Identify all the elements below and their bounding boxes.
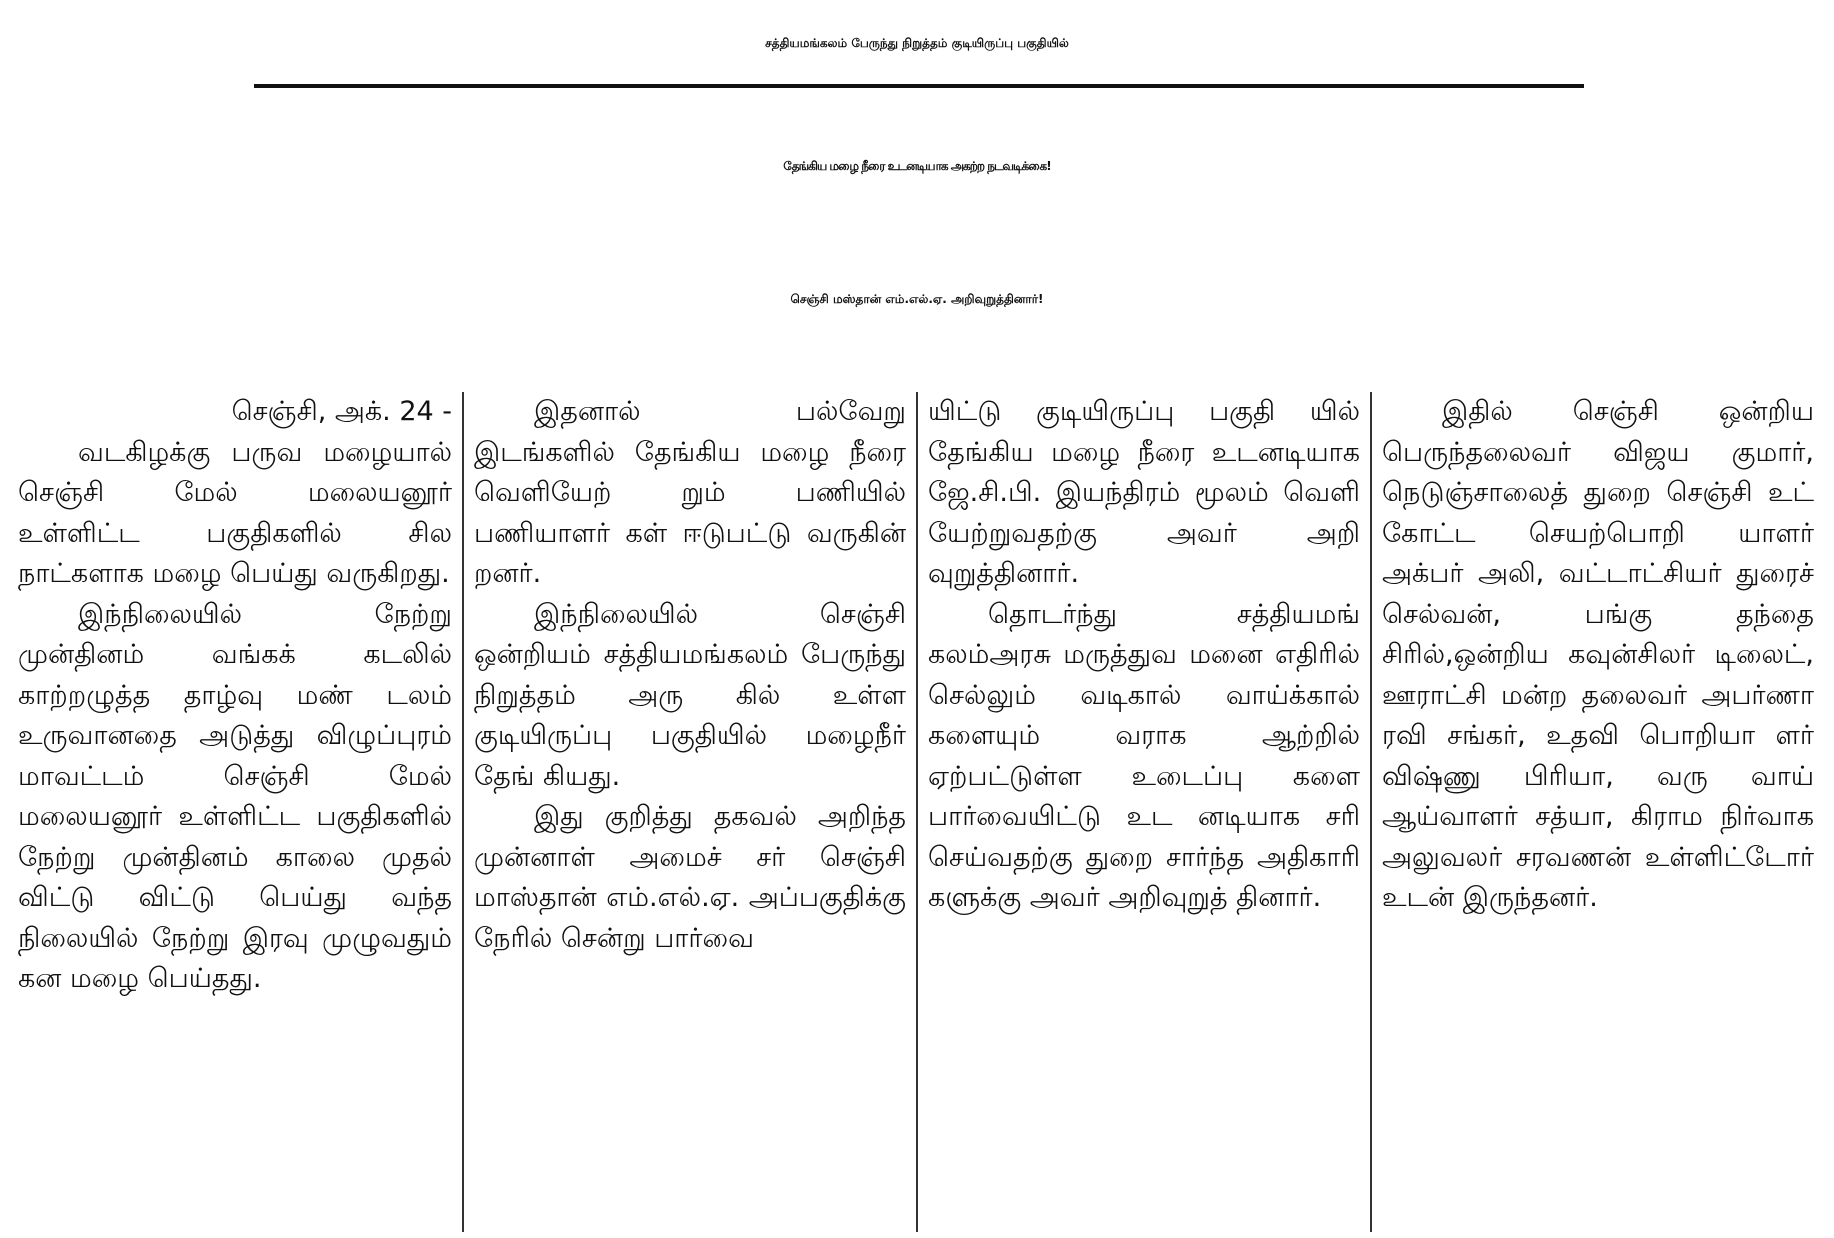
sub-headline: செஞ்சி மஸ்தான் எம்.எல்.ஏ. அறிவுறுத்தினார்! xyxy=(790,292,1044,306)
article-body xyxy=(8,392,1826,1232)
paragraph: தொடர்ந்து சத்தியமங் கலம்அரசு மருத்துவ மனை எதிரில் செல்லும் வடிகால் வாய்க்கால் களையும் வராக ஆற்றில் ஏற்பட்டுள்ள உடைப்பு களை பார்வையிட்டு உட னடியாக சரி செய்வதற்கு துறை சார்ந்த அதிகாரி களுக்கு அவர் அறிவுறுத் தினார். xyxy=(928,598,1360,913)
paragraph: இந்நிலையில் செஞ்சி ஒன்றியம் சத்தியமங்கலம் பேருந்து நிறுத்தம் அரு கில் உள்ள குடியிருப்பு பகுதியில் மழைநீர் தேங் கியது. xyxy=(474,598,906,792)
paragraph: இதில் செஞ்சி ஒன்றிய பெருந்தலைவர் விஜய குமார், நெடுஞ்சாலைத் துறை செஞ்சி உட் கோட்ட செயற்பொறி யாளர் அக்பர் அலி, வட்டாட்சியர் துரைச் செல்வன், பங்கு தந்தை சிரில்,ஒன்றிய கவுன்சிலர் டிலைட், ஊராட்சி மன்ற தலைவர் அபர்ணா ரவி சங்கர், உதவி பொறியா ளர் விஷ்ணு பிரியா, வரு வாய் ஆய்வாளர் சத்யா, கிராம நிர்வாக அலுவலர் சரவணன் உள்ளிட்டோர் உடன் இருந்தனர். xyxy=(1382,396,1814,913)
main-headline: தேங்கிய மழை நீரை உடனடியாக அகற்ற நடவடிக்கை! xyxy=(783,159,1051,173)
paragraph: இதனால் பல்வேறு இடங்களில் தேங்கிய மழை நீரை வெளியேற் றும் பணியில் பணியாளர் கள் ஈடுபட்டு வருகின் றனர். xyxy=(474,396,906,589)
paragraph: இந்நிலையில் நேற்று முன்தினம் வங்கக் கடலில் காற்றழுத்த தாழ்வு மண் டலம் உருவானதை அடுத்து விழுப்புரம் மாவட்டம் செஞ்சி மேல் மலையனூர் உள்ளிட்ட பகுதிகளில் நேற்று முன்தினம் காலை முதல் விட்டு விட்டு பெய்து வந்த நிலையில் நேற்று இரவு முழுவதும் கன மழை பெய்தது. xyxy=(18,598,452,994)
column-1 xyxy=(8,392,462,1232)
column-3 xyxy=(916,392,1370,1232)
paragraph: யிட்டு குடியிருப்பு பகுதி யில் தேங்கிய மழை நீரை உடனடியாக ஜே.சி.பி. இயந்திரம் மூலம் வெளி யேற்றுவதற்கு அவர் அறி வுறுத்தினார். xyxy=(928,396,1360,589)
kicker-underline xyxy=(254,84,1584,88)
column-4 xyxy=(1370,392,1824,1232)
column-2 xyxy=(462,392,916,1232)
paragraph: இது குறித்து தகவல் அறிந்த முன்னாள் அமைச் சர் செஞ்சி மாஸ்தான் எம்.எல்.ஏ. அப்பகுதிக்கு நேரில் சென்று பார்வை xyxy=(474,801,906,954)
dateline: செஞ்சி, அக். 24 - xyxy=(231,396,452,427)
paragraph: வடகிழக்கு பருவ மழையால் செஞ்சி மேல் மலையனூர் உள்ளிட்ட பகுதிகளில் சில நாட்களாக மழை பெய்து வருகிறது. xyxy=(18,436,452,589)
kicker-headline: சத்தியமங்கலம் பேருந்து நிறுத்தம் குடியிருப்பு பகுதியில் xyxy=(765,36,1069,50)
